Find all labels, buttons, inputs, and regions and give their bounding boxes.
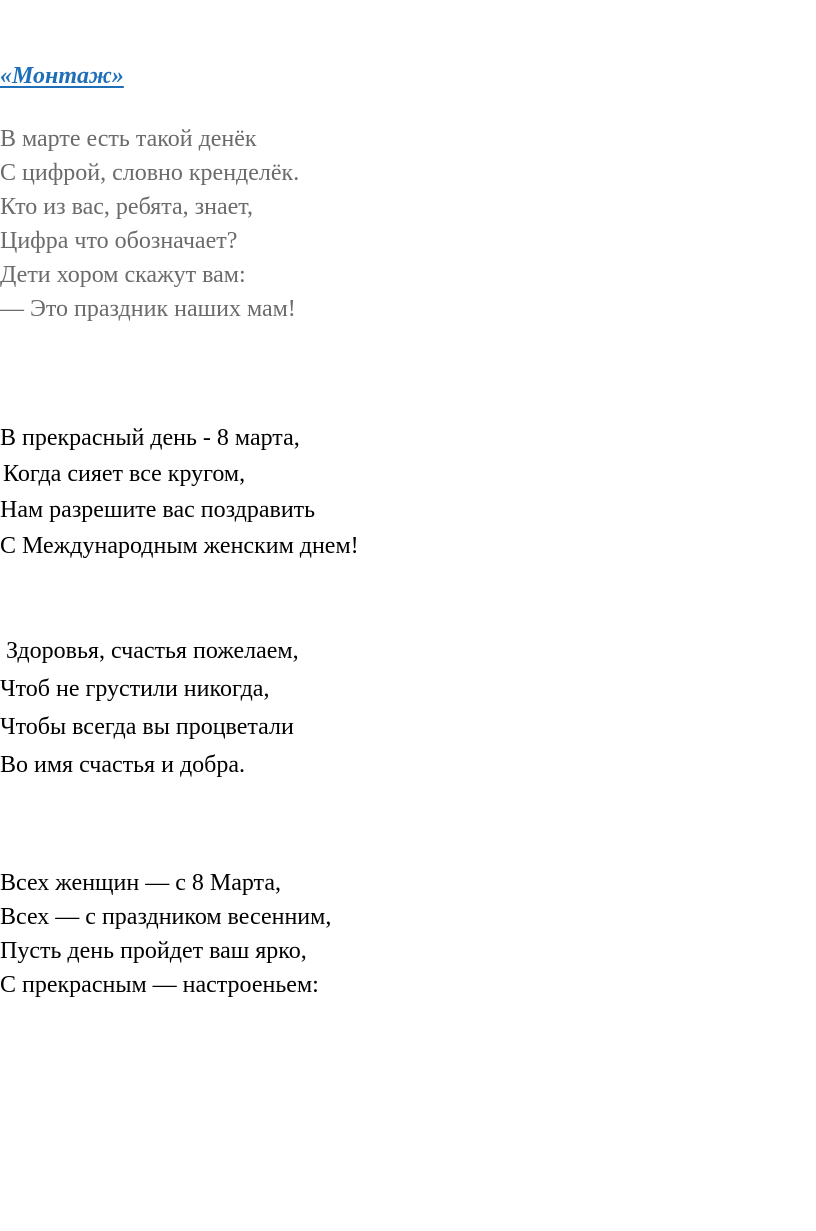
stanza-1 [0, 122, 299, 326]
poem-line: С цифрой, словно кренделёк. [0, 160, 300, 186]
poem-line: В прекрасный день - 8 марта, [0, 425, 300, 451]
stanza-2 [0, 420, 359, 564]
poem-line: Нам разрешите вас поздравить [0, 497, 316, 523]
poem-line: Кто из вас, ребята, знает, [0, 194, 253, 220]
poem-line: Чтобы всегда вы процветали [0, 714, 294, 740]
poem-line: — Это праздник наших мам! [0, 296, 296, 322]
stanza-3 [0, 632, 299, 784]
poem-line: Всех женщин — с 8 Марта, [0, 870, 281, 896]
stanza-4 [0, 866, 331, 1002]
poem-line: Здоровья, счастья пожелаем, [6, 638, 299, 664]
poem-line: Пусть день пройдет ваш ярко, [0, 938, 307, 964]
poem-line: Во имя счастья и добра. [0, 752, 246, 778]
poem-line: Чтоб не грустили никогда, [0, 676, 270, 702]
poem-line: В марте есть такой денёк [0, 126, 257, 152]
poem-line: С Международным женским днем! [0, 533, 359, 559]
document-title: «Монтаж» [0, 63, 124, 89]
poem-line: Дети хором скажут вам: [0, 262, 246, 288]
poem-line: Всех — с праздником весенним, [0, 904, 332, 930]
poem-line: Цифра что обозначает? [0, 228, 238, 254]
poem-line: С прекрасным — настроеньем: [0, 972, 319, 998]
poem-line: Когда сияет все кругом, [3, 461, 246, 487]
